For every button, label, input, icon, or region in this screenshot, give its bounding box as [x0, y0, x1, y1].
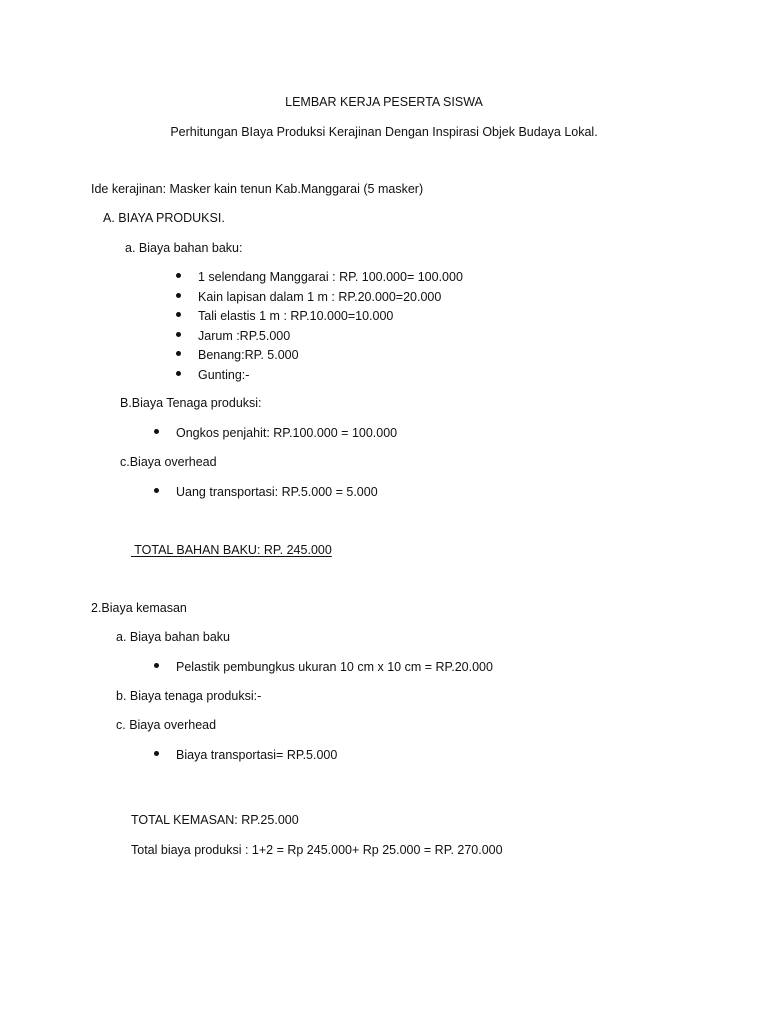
list-item: Uang transportasi: RP.5.000 = 5.000	[176, 484, 378, 504]
list-item: Biaya transportasi= RP.5.000	[176, 747, 337, 767]
packaging-raw-materials-heading: a. Biaya bahan baku	[116, 630, 230, 644]
list-item: Tali elastis 1 m : RP.10.000=10.000	[198, 308, 463, 328]
total-raw-materials: TOTAL BAHAN BAKU: RP. 245.000	[131, 543, 332, 557]
packaging-raw-materials-list	[176, 659, 493, 679]
list-item: Kain lapisan dalam 1 m : RP.20.000=20.000	[198, 289, 463, 309]
list-item: 1 selendang Manggarai : RP. 100.000= 100.000	[198, 269, 463, 289]
labor-list	[176, 425, 397, 445]
bullet-icon	[154, 488, 159, 493]
bullet-icon	[176, 371, 181, 376]
list-item: Benang:RP. 5.000	[198, 347, 463, 367]
bullet-icon	[176, 332, 181, 337]
overhead-list	[176, 484, 378, 504]
overhead-heading: c.Biaya overhead	[120, 455, 217, 469]
list-item: Gunting:-	[198, 367, 463, 387]
section-2-heading: 2.Biaya kemasan	[91, 601, 187, 615]
bullet-icon	[176, 312, 181, 317]
bullet-icon	[176, 293, 181, 298]
section-a-heading: A. BIAYA PRODUKSI.	[103, 211, 225, 225]
list-item: Pelastik pembungkus ukuran 10 cm x 10 cm = RP.20.000	[176, 659, 493, 679]
packaging-labor-heading: b. Biaya tenaga produksi:-	[116, 689, 262, 703]
raw-materials-list	[198, 269, 463, 386]
packaging-overhead-list	[176, 747, 337, 767]
bullet-icon	[176, 351, 181, 356]
craft-idea: Ide kerajinan: Masker kain tenun Kab.Manggarai (5 masker)	[91, 182, 424, 196]
list-item: Jarum :RP.5.000	[198, 328, 463, 348]
bullet-icon	[154, 429, 159, 434]
grand-total: Total biaya produksi : 1+2 = Rp 245.000+ Rp 25.000 = RP. 270.000	[131, 843, 503, 857]
labor-heading: B.Biaya Tenaga produksi:	[120, 396, 262, 410]
list-item: Ongkos penjahit: RP.100.000 = 100.000	[176, 425, 397, 445]
bullet-icon	[154, 751, 159, 756]
document-title: LEMBAR KERJA PESERTA SISWA	[285, 95, 483, 109]
bullet-icon	[176, 273, 181, 278]
packaging-overhead-heading: c. Biaya overhead	[116, 718, 217, 732]
bullet-icon	[154, 663, 159, 668]
document-subtitle: Perhitungan BIaya Produksi Kerajinan Dengan Inspirasi Objek Budaya Lokal.	[170, 125, 598, 139]
total-packaging: TOTAL KEMASAN: RP.25.000	[131, 813, 299, 827]
raw-materials-heading: a. Biaya bahan baku:	[125, 241, 243, 255]
